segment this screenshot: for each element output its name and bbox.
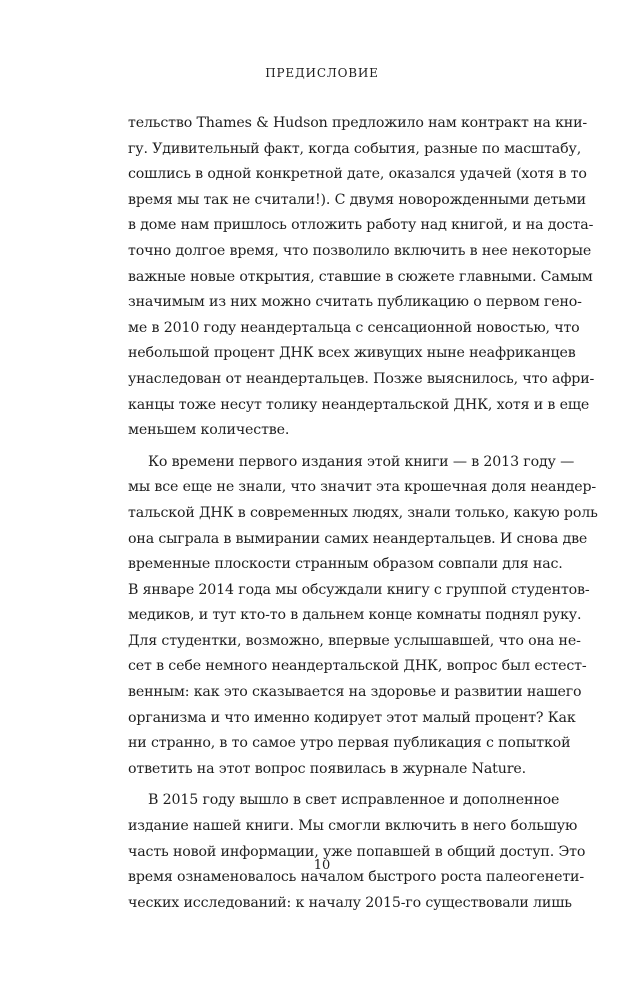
text-line: гу. Удивительный факт, когда события, разные по масштабу, bbox=[128, 140, 582, 157]
text-line: ответить на этот вопрос появилась в журнале Nature. bbox=[128, 760, 526, 777]
running-head: ПРЕДИСЛОВИЕ bbox=[265, 66, 379, 80]
text-line: в доме нам пришлось отложить работу над книгой, и на доста- bbox=[128, 217, 594, 234]
text-line: меньшем количестве. bbox=[128, 422, 290, 439]
text-line: канцы тоже несут толику неандертальской ДНК, хотя и в еще bbox=[128, 396, 590, 413]
paragraph bbox=[128, 788, 586, 916]
text-line: значимым из них можно считать публикацию о первом гено- bbox=[128, 294, 582, 311]
paragraph bbox=[128, 111, 595, 444]
text-line: временные плоскости странным образом совпали для нас. bbox=[128, 556, 563, 573]
text-line: тельство Thames & Hudson предложило нам контракт на кни- bbox=[128, 115, 588, 131]
text-line: медиков, и тут кто-то в дальнем конце комнаты поднял руку. bbox=[128, 607, 582, 624]
text-line: она сыграла в вымирании самих неандертальцев. И снова две bbox=[128, 530, 588, 547]
text-line: Для студентки, возможно, впервые услышавшей, что она не- bbox=[128, 632, 581, 649]
page-number: 10 bbox=[313, 858, 331, 873]
text-line: важные новые открытия, ставшие в сюжете главными. Самым bbox=[128, 268, 593, 285]
text-line: организма и что именно кодирует этот малый процент? Как bbox=[128, 709, 576, 726]
paragraph bbox=[128, 450, 598, 783]
text-line: ческих исследований: к началу 2015-го существовали лишь bbox=[128, 894, 572, 911]
text-line: точно долгое время, что позволило включить в нее некоторые bbox=[128, 242, 592, 259]
text-line: сошлись в одной конкретной дате, оказался удачей (хотя в то bbox=[128, 166, 587, 183]
text-line: венным: как это сказывается на здоровье и развитии нашего bbox=[128, 684, 582, 701]
text-line: В 2015 году вышло в свет исправленное и дополненное bbox=[148, 792, 560, 809]
text-line: сет в себе немного неандертальской ДНК, вопрос был естест- bbox=[128, 658, 587, 675]
text-line: ме в 2010 году неандертальца с сенсационной новостью, что bbox=[128, 319, 580, 336]
text-line: время ознаменовалось началом быстрого роста палеогенети- bbox=[128, 869, 584, 886]
text-line: издание нашей книги. Мы смогли включить в него большую bbox=[128, 818, 578, 835]
text-line: тальской ДНК в современных людях, знали только, какую роль bbox=[128, 504, 598, 521]
text-line: Ко времени первого издания этой книги — в 2013 году — bbox=[148, 453, 575, 470]
text-line: небольшой процент ДНК всех живущих ныне неафриканцев bbox=[128, 345, 576, 362]
text-line: унаследован от неандертальцев. Позже выяснилось, что афри- bbox=[128, 370, 595, 387]
text-line: время мы так не считали!). С двумя новорожденными детьми bbox=[128, 191, 586, 208]
body-text bbox=[128, 111, 598, 916]
text-line: часть новой информации, уже попавшей в общий доступ. Это bbox=[128, 843, 586, 860]
text-line: ни странно, в то самое утро первая публикация с попыткой bbox=[128, 735, 571, 752]
text-line: В январе 2014 года мы обсуждали книгу с группой студентов- bbox=[128, 581, 590, 598]
text-line: мы все еще не знали, что значит эта крошечная доля неандер- bbox=[128, 479, 597, 496]
